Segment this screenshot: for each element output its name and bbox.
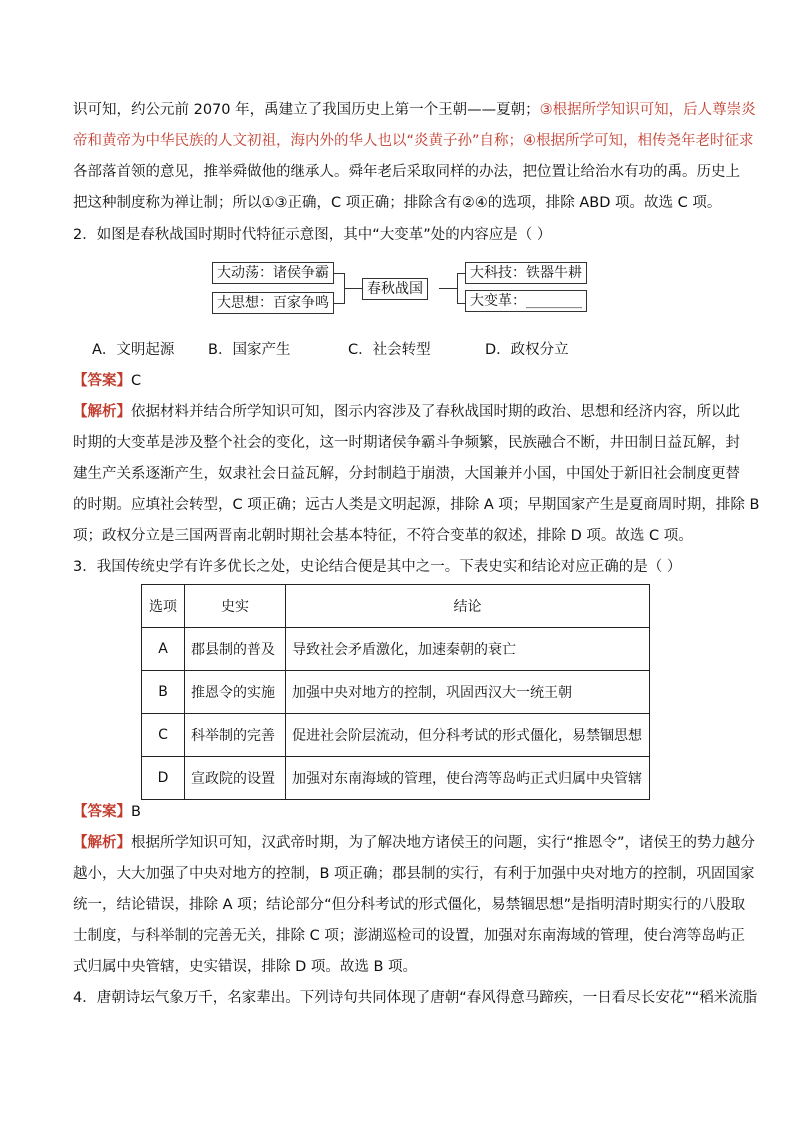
table-row [142,671,650,714]
table-header: 结论 [286,585,650,628]
text-line: 帝和黄帝为中华民族的人文初祖，海内外的华人也以“炎黄子孙”自称；④根据所学可知，相传尧年老时征求 [73,133,754,149]
analysis-label: 【解析】 [73,404,131,420]
table-cell: 促进社会阶层流动，但分科考试的形式僵化，易禁锢思想 [286,714,650,757]
analysis-line: 【解析】根据所学知识可知，汉武帝时期，为了解决地方诸侯王的问题，实行“推恩令”，诸侯王的势力越分 [73,835,756,851]
table-header: 史实 [185,585,286,628]
table-cell: D [142,757,185,800]
table-header-row [142,585,650,628]
table-cell: 导致社会矛盾激化，加速秦朝的衰亡 [286,628,650,671]
connector-line [457,303,465,304]
connector-line [457,273,458,304]
analysis-line: 式归属中央管辖，史实错误，排除 D 项。故选 B 项。 [73,959,418,975]
diagram-center-box: 春秋战国 [362,278,428,300]
connector-line [439,288,457,289]
table-cell: 郡县制的普及 [185,628,286,671]
text-line: 各部落首领的意见，推举舜做他的继承人。舜年老后采取同样的办法，把位置让给治水有功的禹。历史上 [73,164,740,180]
table-cell: 加强中央对地方的控制，巩固西汉大一统王朝 [286,671,650,714]
table-cell: B [142,671,185,714]
table-cell: 加强对东南海域的管理，使台湾等岛屿正式归属中央管辖 [286,757,650,800]
answer-value: B [131,804,141,820]
table-cell: C [142,714,185,757]
answer-label: 【答案】 [73,804,131,820]
analysis-line: 越小，大大加强了中央对地方的控制，B 项正确；郡县制的实行，有利于加强中央对地方的控制，巩固国家 [73,866,755,882]
option-c: C．社会转型 [348,342,431,358]
analysis-line: 士制度，与科举制的完善无关，排除 C 项；澎湖巡检司的设置，加强对东南海域的管理，使台湾等岛屿正 [73,928,745,944]
answer-line [73,371,141,391]
era-features-diagram [212,262,582,318]
connector-line [334,273,344,274]
answer-value: C [131,373,142,389]
table-cell: 宣政院的设置 [185,757,286,800]
analysis-line: 的时期。应填社会转型，C 项正确；远古人类是文明起源，排除 A 项；早期国家产生是夏商周时期，排除 B [73,497,760,513]
question-2-stem: 2．如图是春秋战国时期时代特征示意图，其中“大变革”处的内容应是（ ） [73,227,552,243]
connector-line [334,303,344,304]
table-header: 选项 [142,585,185,628]
option-d: D．政权分立 [485,342,569,358]
table-cell: 推恩令的实施 [185,671,286,714]
table-row [142,757,650,800]
table-cell: A [142,628,185,671]
answer-label: 【答案】 [73,373,131,389]
table-row [142,714,650,757]
option-a: A．文明起源 [92,342,175,358]
answer-line [73,802,141,822]
connector-line [457,273,465,274]
diagram-box-technology: 大科技：铁器牛耕 [465,262,587,284]
diagram-box-thought: 大思想：百家争鸣 [212,292,334,314]
analysis-line: 统一，结论错误，排除 A 项；结论部分“但分科考试的形式僵化，易禁锢思想”是指明清时期实行的八股取 [73,897,746,913]
option-b: B．国家产生 [208,342,291,358]
analysis-label: 【解析】 [73,835,131,851]
table-row [142,628,650,671]
table-cell: 科举制的完善 [185,714,286,757]
analysis-line: 时期的大变革是涉及整个社会的变化，这一时期诸侯争霸斗争频繁，民族融合不断，井田制日益瓦解，封 [73,435,740,451]
highlighted-text: ③根据所学知识可知，后人尊崇炎 [539,102,756,118]
diagram-box-transformation: 大变革：________ [465,290,587,312]
diagram-box-turmoil: 大动荡：诸侯争霸 [212,262,334,284]
text-line: 把这种制度称为禅让制；所以①③正确，C 项正确；排除含有②④的选项，排除 ABD 项。故选 C 项。 [73,195,722,211]
question-3-stem: 3．我国传统史学有许多优长之处，史论结合便是其中之一。下表史实和结论对应正确的是（ ） [73,559,682,575]
text-line: 识可知，约公元前 2070 年，禹建立了我国历史上第一个王朝——夏朝；③根据所学知识可知，后人尊崇炎 [73,102,756,118]
question-4-stem: 4．唐朝诗坛气象万千，名家辈出。下列诗句共同体现了唐朝“春风得意马蹄疾，一日看尽长安花”“稻米流脂 [73,990,758,1006]
connector-line [344,288,362,289]
analysis-line: 建生产关系逐渐产生，奴隶社会日益瓦解，分封制趋于崩溃，大国兼并小国，中国处于新旧社会制度更替 [73,466,740,482]
facts-table [141,584,650,800]
analysis-line: 【解析】依据材料并结合所学知识可知，图示内容涉及了春秋战国时期的政治、思想和经济内容，所以此 [73,404,740,420]
analysis-line: 项；政权分立是三国两晋南北朝时期社会基本特征，不符合变革的叙述，排除 D 项。故选 C 项。 [73,528,693,544]
